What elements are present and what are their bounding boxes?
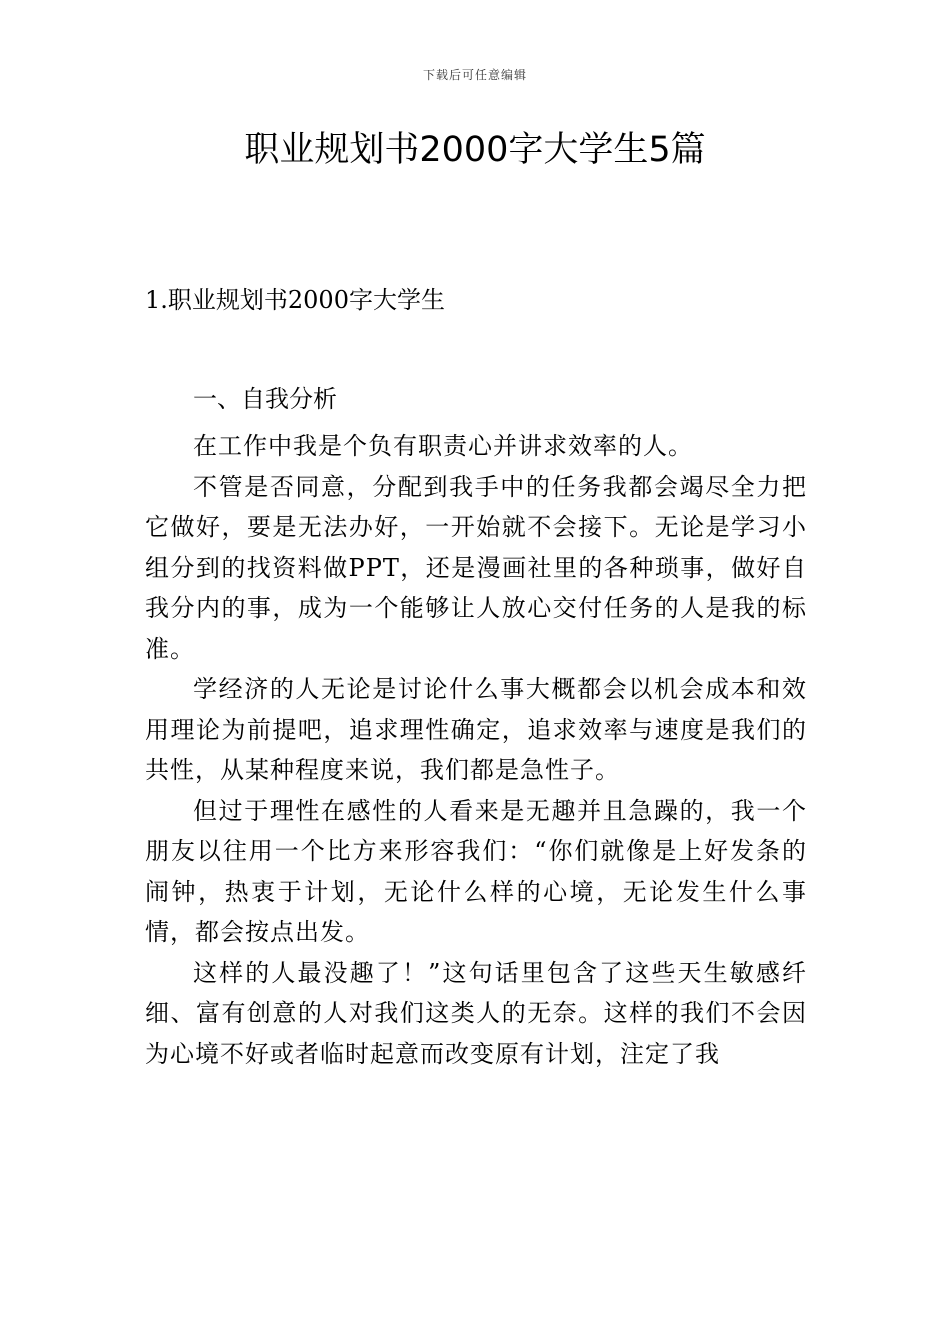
section-heading: 1.职业规划书2000字大学生 (145, 286, 445, 314)
document-title: 职业规划书2000字大学生5篇 (244, 130, 706, 170)
paragraph: 学经济的人无论是讨论什么事大概都会以机会成本和效用理论为前提吧，追求理性确定，追求效率与速度是我们的共性，从某种程度来说，我们都是急性子。 (145, 675, 807, 784)
paragraph: 在工作中我是个负有职责心并讲求效率的人。 (193, 432, 693, 460)
subheading-self-analysis: 一、自我分析 (193, 385, 337, 413)
paragraph: 不管是否同意，分配到我手中的任务我都会竭尽全力把它做好，要是无法办好，一开始就不会接下。无论是学习小组分到的找资料做PPT，还是漫画社里的各种琐事，做好自我分内的事，成为一个能够让人放心交付任务的人是我的标准。 (145, 472, 807, 663)
header-note: 下载后可任意编辑 (422, 68, 527, 82)
body-text (145, 426, 807, 1074)
paragraph: 这样的人最没趣了！”这句话里包含了这些天生敏感纤细、富有创意的人对我们这类人的无奈。这样的我们不会因为心境不好或者临时起意而改变原有计划，注定了我 (145, 958, 807, 1068)
paragraph: 但过于理性在感性的人看来是无趣并且急躁的，我一个朋友以往用一个比方来形容我们：“你们就像是上好发条的闹钟，热衷于计划，无论什么样的心境，无论发生什么事情，都会按点出发。 (145, 796, 807, 946)
